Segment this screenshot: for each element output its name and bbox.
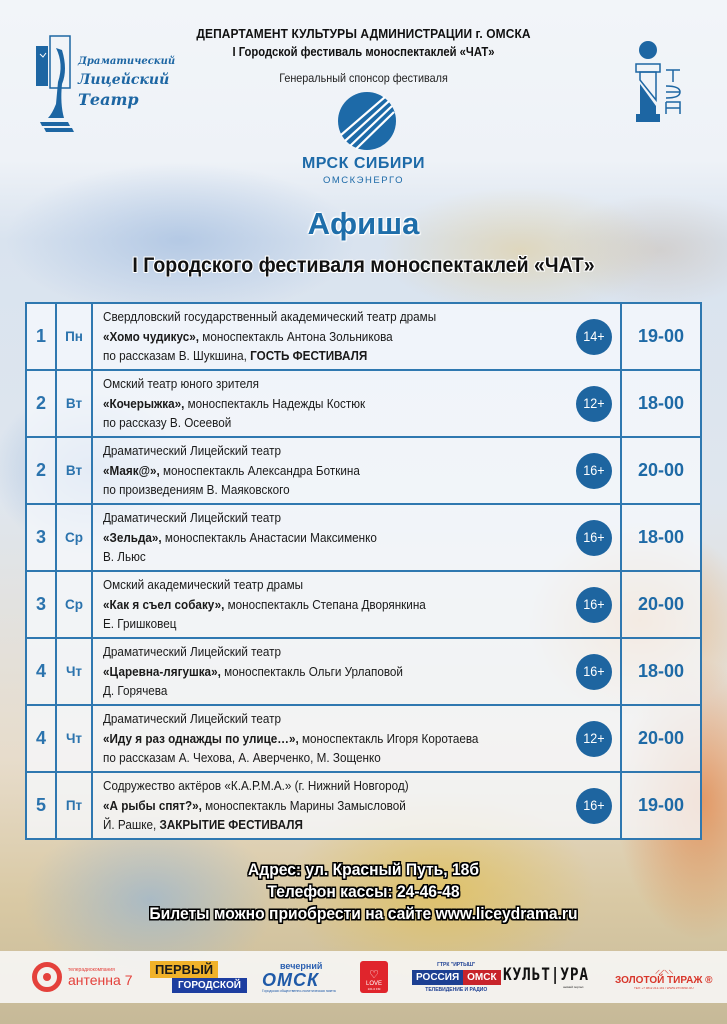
play-note: ЗАКРЫТИЕ ФЕСТИВАЛЯ: [159, 817, 303, 833]
start-time: 18-00: [621, 370, 701, 437]
sun-rays-icon: ⸝⸝⸜⸜: [654, 963, 673, 976]
partner-pervy-gorodskoy: [150, 951, 247, 1003]
age-rating-badge: 16+: [576, 520, 612, 556]
theatre-name: Свердловский государственный академический театр драмы: [103, 309, 437, 325]
play-title: «Хомо чудикус»,: [103, 328, 200, 344]
play-source: по произведениям В. Маяковского: [103, 482, 290, 498]
partner-vecherny-omsk: [262, 951, 336, 1003]
play-author: моноспектакль Степана Дворянкина: [224, 596, 426, 612]
russia-line1: ГТРК "ИРТЫШ": [437, 961, 476, 968]
table-row: [26, 504, 701, 571]
theatre-logo-line3: Театр: [78, 90, 139, 109]
day-number: 4: [26, 705, 56, 772]
schedule-table: [25, 302, 702, 840]
start-time: 18-00: [621, 504, 701, 571]
weekday: Чт: [56, 705, 92, 772]
weekday: Чт: [56, 638, 92, 705]
play-author: моноспектакль Антона Зольникова: [199, 328, 393, 344]
theatre-logo-line1: Драматический: [78, 56, 176, 67]
pervy-line1: ПЕРВЫЙ: [150, 961, 218, 978]
day-number: 3: [26, 504, 56, 571]
department-heading: ДЕПАРТАМЕНТ КУЛЬТУРЫ АДМИНИСТРАЦИИ г. ОМСКА: [196, 26, 531, 41]
play-author: моноспектакль Игоря Коротаева: [298, 730, 479, 746]
sponsor-name: МРСК СИБИРИ: [301, 155, 426, 172]
day-number: 4: [26, 638, 56, 705]
table-row: [26, 370, 701, 437]
play-title: «Как я съел собаку»,: [103, 596, 225, 612]
chat-festival-logo: [634, 40, 684, 124]
performance-description: [92, 370, 621, 437]
age-rating-badge: 12+: [576, 386, 612, 422]
antenna-name: антенна 7: [68, 971, 133, 988]
pervy-line2: ГОРОДСКОЙ: [172, 978, 247, 993]
performance-description: [92, 504, 621, 571]
age-rating-badge: 12+: [576, 721, 612, 757]
play-source: по рассказу В. Осеевой: [103, 415, 232, 431]
start-time: 20-00: [621, 437, 701, 504]
page-subtitle: I Городского фестиваля моноспектаклей «ЧАТ»: [132, 254, 595, 277]
play-title: «Зельда»,: [103, 529, 162, 545]
play-title: «Маяк@»,: [103, 462, 160, 478]
zoloto-line1: ЗОЛОТОЙ ТИРАЖ ®: [615, 974, 713, 986]
theatre-name: Драматический Лицейский театр: [103, 644, 281, 660]
theatre-name: Драматический Лицейский театр: [103, 510, 281, 526]
performance-description: [92, 705, 621, 772]
day-number: 5: [26, 772, 56, 839]
day-number: 3: [26, 571, 56, 638]
weekday: Пт: [56, 772, 92, 839]
start-time: 19-00: [621, 772, 701, 839]
play-note: ГОСТЬ ФЕСТИВАЛЯ: [250, 348, 368, 364]
festival-heading: I Городской фестиваль моноспектаклей «ЧАТ»: [232, 45, 495, 59]
age-rating-badge: 16+: [576, 788, 612, 824]
performance-description: [92, 571, 621, 638]
page-title: Афиша: [307, 206, 420, 241]
sponsor-subname: ОМСКЭНЕРГО: [322, 175, 405, 186]
table-row: [26, 705, 701, 772]
theatre-name: Драматический Лицейский театр: [103, 711, 281, 727]
theatre-name: Омский академический театр драмы: [103, 577, 304, 593]
partner-russia-omsk: [412, 951, 501, 1003]
heart-icon: ♡: [369, 969, 379, 981]
start-time: 20-00: [621, 705, 701, 772]
sponsor-label: Генеральный спонсор фестиваля: [279, 71, 448, 85]
play-author: моноспектакль Александра Боткина: [159, 462, 360, 478]
age-rating-badge: 14+: [576, 319, 612, 355]
partner-zolotoy-tirazh: [615, 951, 713, 1003]
vomsk-line2: ОМСК: [262, 970, 320, 990]
start-time: 18-00: [621, 638, 701, 705]
omsk-label: ОМСК: [463, 970, 500, 985]
theatre-logo-line2: Лицейский: [78, 72, 170, 88]
play-author: моноспектакль Анастасии Максименко: [161, 529, 377, 545]
kultura-line2: омский портал: [563, 985, 584, 989]
table-row: [26, 571, 701, 638]
weekday: Ср: [56, 504, 92, 571]
weekday: Ср: [56, 571, 92, 638]
play-source: В. Льюс: [103, 549, 146, 565]
play-title: «Царевна-лягушка»,: [103, 663, 221, 679]
theatre-name: Драматический Лицейский театр: [103, 443, 281, 459]
start-time: 19-00: [621, 303, 701, 370]
performance-description: [92, 772, 621, 839]
chat-festival-logo-icon: [634, 40, 684, 124]
love-line2: LOVE: [365, 981, 382, 987]
play-author: моноспектакль Надежды Костюк: [184, 395, 366, 411]
play-source: Й. Рашке,: [103, 817, 160, 833]
zoloto-line2: ТЕЛ: +7 3812 212-191 / WWW.ZTOMSK.RU: [634, 985, 694, 990]
theatre-logo: [34, 34, 174, 132]
weekday: Вт: [56, 370, 92, 437]
russia-label: РОССИЯ: [412, 970, 463, 985]
tickets-text: Билеты можно приобрести на сайте www.liceydrama.ru: [149, 904, 578, 923]
russia-line3: ТЕЛЕВИДЕНИЕ И РАДИО: [425, 986, 488, 993]
start-time: 20-00: [621, 571, 701, 638]
play-title: «Кочерыжка»,: [103, 395, 185, 411]
play-source: Д. Горячева: [103, 683, 168, 699]
table-row: [26, 437, 701, 504]
table-row: [26, 772, 701, 839]
performance-description: [92, 638, 621, 705]
partner-kultura: [503, 951, 604, 1003]
vomsk-line1: вечерний: [280, 961, 323, 971]
partner-antenna7: [32, 951, 132, 1003]
address-text: Адрес: ул. Красный Путь, 18б: [247, 860, 480, 879]
love-line3: 101.0 FM: [367, 987, 381, 991]
kultura-line1: КУЛЬТ|УРА: [503, 965, 589, 985]
theatre-name: Содружество актёров «К.А.Р.М.А.» (г. Нижний Новгород): [103, 778, 409, 794]
antenna-logo-icon: [32, 962, 62, 992]
play-source: Е. Гришковец: [103, 616, 177, 632]
weekday: Вт: [56, 437, 92, 504]
partners-strip: [0, 951, 727, 1003]
theatre-logo-icon: [34, 34, 80, 132]
phone-text: Телефон кассы: 24-46-48: [267, 882, 460, 901]
play-source: по рассказам А. Чехова, А. Аверченко, М. Зощенко: [103, 750, 381, 766]
age-rating-badge: 16+: [576, 587, 612, 623]
play-source: по рассказам В. Шукшина,: [103, 348, 251, 364]
age-rating-badge: 16+: [576, 453, 612, 489]
antenna-small-text: телерадиокомпания: [68, 966, 115, 973]
partner-love-radio: [360, 951, 388, 1003]
day-number: 2: [26, 437, 56, 504]
age-rating-badge: 16+: [576, 654, 612, 690]
mrsk-logo-icon: [337, 91, 397, 151]
weekday: Пн: [56, 303, 92, 370]
play-author: моноспектакль Ольги Урлаповой: [220, 663, 403, 679]
play-author: моноспектакль Марины Замысловой: [201, 797, 406, 813]
table-row: [26, 638, 701, 705]
day-number: 1: [26, 303, 56, 370]
table-row: [26, 303, 701, 370]
vomsk-line3: Городская общественно-политическая газета: [262, 989, 336, 993]
play-title: «А рыбы спят?»,: [103, 797, 202, 813]
play-title: «Иду я раз однажды по улице…»,: [103, 730, 299, 746]
performance-description: [92, 303, 621, 370]
day-number: 2: [26, 370, 56, 437]
performance-description: [92, 437, 621, 504]
theatre-name: Омский театр юного зрителя: [103, 376, 259, 392]
